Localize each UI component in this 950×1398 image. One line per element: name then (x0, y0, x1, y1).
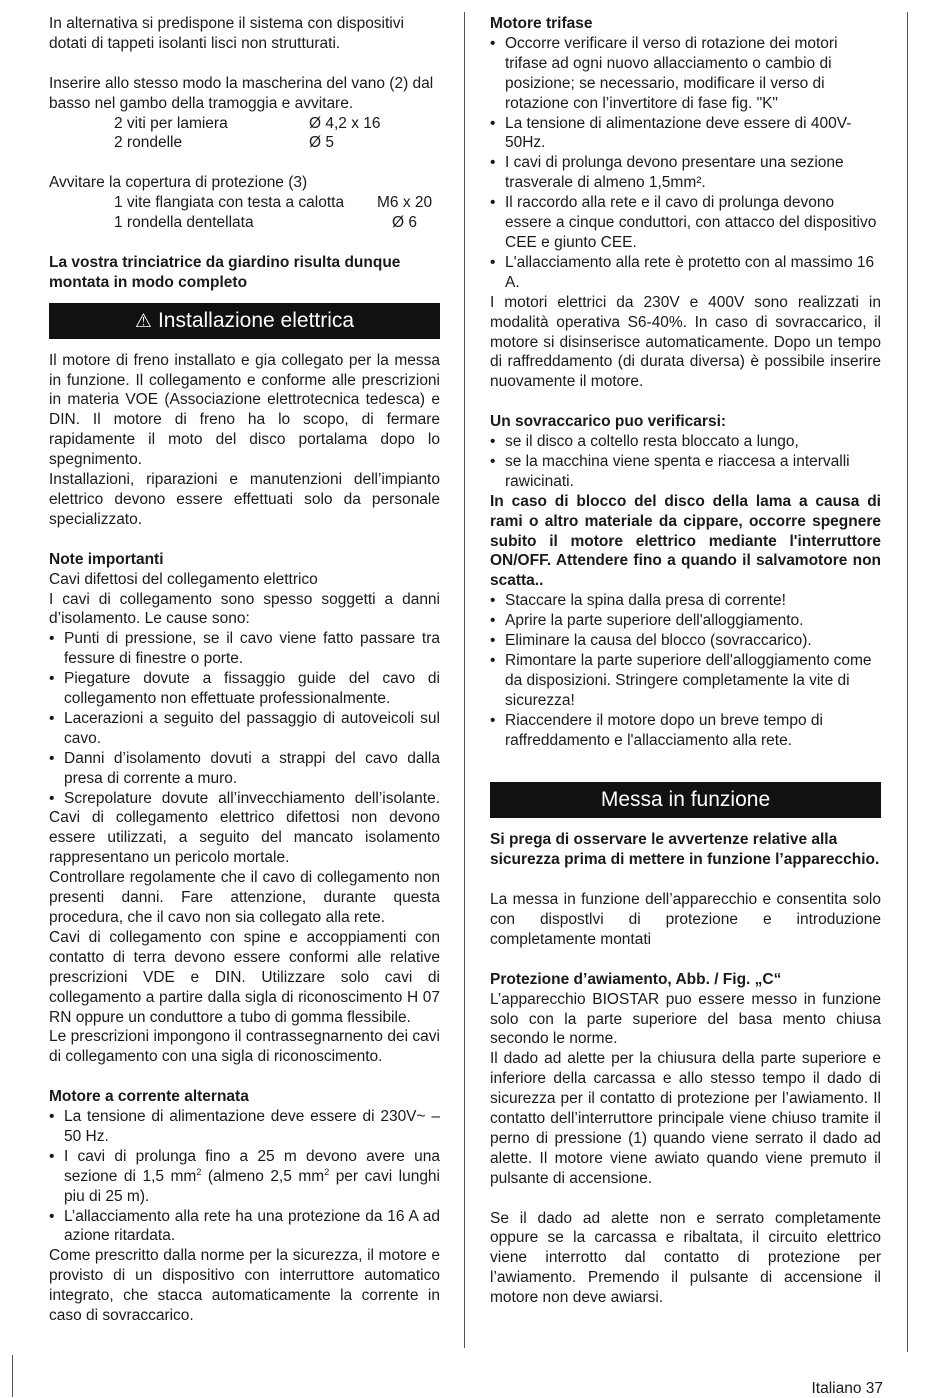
list-item: • Staccare la spina dalla presa di corrente! (490, 591, 881, 611)
banner-title: Messa in funzione (600, 788, 771, 812)
paragraph-cables-damage: I cavi di collegamento sono spesso soggetti a danni d’isolamento. Le cause sono: (49, 590, 440, 628)
warning-triangle-icon: ⚠ (134, 310, 152, 332)
list-item: • Screpolature dovute all’invecchiamento dell’isolante. (49, 789, 440, 809)
paragraph-cables: Cavi difettosi del collegamento elettrico (49, 570, 318, 588)
list-item: • Riaccendere il motore dopo un breve tempo di raffreddamento e l'allacciamento alla rete. (490, 711, 881, 751)
causes-list (49, 629, 440, 808)
spec-row: 1 vite flangiata con testa a calotta M6 x 20 (114, 194, 433, 212)
list-item: • se la macchina viene spenta e riaccesa a intervalli rawicinati. (490, 452, 881, 492)
paragraph-defective: Cavi di collegamento elettrico difettosi non devono essere utilizzati, a seguito del mancato isolamento rappresentano un pericolo mortale. (49, 809, 440, 867)
paragraph-blockage: In caso di blocco del disco della lama a causa di rami o altro materiale da cippare, occorre spegnere subito il motore elettrico mediante l'interruttore ON/OFF. Attendere fino a quando il salvamotore non scatta.. (490, 492, 881, 590)
list-item: • L’allacciamento alla rete ha una protezione da 16 A ad azione ritardata. (49, 1207, 440, 1247)
section-banner-electrical (49, 303, 440, 339)
list-item: • Lacerazioni a seguito del passaggio di autoveicoli sul cavo. (49, 709, 440, 749)
list-item: • La tensione di alimentazione deve essere di 230V~ – 50 Hz. (49, 1107, 440, 1147)
spec-row: 2 rondelle Ø 5 (114, 134, 334, 152)
heading-overload: Un sovraccarico puo verificarsi: (490, 413, 727, 431)
list-item: • Danni d’isolamento dovuti a strappi del cavo dalla presa di corrente a muro. (49, 749, 440, 789)
paragraph-installation: Installazioni, riparazioni e manutenzioni dell’impianto elettrico devono essere effettuati solo da personale specializzato. (49, 471, 440, 528)
banner-title: Installazione elettrica (157, 308, 355, 332)
section-banner-startup (490, 782, 881, 818)
spec-row: 2 viti per lamiera Ø 4,2 x 16 (114, 114, 381, 132)
crop-mark-left (12, 1355, 13, 1397)
steps-list (490, 591, 881, 750)
column-divider (464, 12, 465, 1348)
paragraph-motor: Il motore di freno installato e gia collegato per la messa in funzione. Il collegamento e conforme alle prescrizioni in materia VOE (Associazione elettrotecnica tedesca) e DIN. Il motore di freno ha lo scopo, di fermare rapidamente il moto del disco portalama dopo lo spegnimento. (49, 351, 440, 469)
paragraph-assembled: La vostra trinciatrice da giardino risulta dunque montata in modo completo (49, 253, 401, 291)
page-number: Italiano 37 (811, 1380, 883, 1397)
paragraph-mask: Inserire allo stesso modo la mascherina del vano (2) dal basso nel gambo della tramoggia e avvitare. (49, 74, 434, 112)
paragraph-circuit: Se il dado ad alette non e serrato completamente oppure se la carcassa e ribaltata, il circuito elettrico viene interrotto dal contatto di protezione per l’awiamento. Premendo il pulsante di accensione il motore non deve awiarsi. (490, 1209, 881, 1307)
ac-list (49, 1107, 440, 1246)
overload-list (490, 432, 881, 492)
list-item: • Eliminare la causa del blocco (sovraccarico). (490, 631, 881, 651)
paragraph-check: Controllare regolamente che il cavo di collegamento non presenti danni. Fare attenzione, durante questa procedura, che il cavo non sia collegato alla rete. (49, 869, 440, 926)
right-column (490, 14, 881, 1308)
heading-notes: Note importanti (49, 550, 164, 568)
heading-start-protection: Protezione d’awiamento, Abb. / Fig. „C“ (490, 970, 782, 988)
paragraph-biostar: L’apparecchio BIOSTAR puo essere messo in funzione solo con la parte superiore del basa mento chiusa secondo le norme. (490, 990, 881, 1048)
paragraph-cover: Avvitare la copertura di protezione (3) (49, 174, 308, 192)
heading-ac-motor: Motore a corrente alternata (49, 1088, 249, 1106)
spec-row: 1 rondella dentellata Ø 6 (114, 214, 417, 232)
paragraph-wing-nut: Il dado ad alette per la chiusura della parte superiore e inferiore della carcassa e allo stesso tempo il dado di sicurezza per il contatto di protezione per l’awiamento. Il contatto dell’interruttore principale viene chiuso tramite il perno di pressione (1) quando viene serrato il dado ad alette. Il motore viene awiato quando viene premuto il pulsante di accensione. (490, 1050, 881, 1187)
three-phase-list (490, 34, 881, 293)
paragraph-motors: I motori elettrici da 230V e 400V sono realizzati in modalità operativa S6-40%. In caso di sovraccarico, il motore si disinserisce automaticamente. Dopo un tempo di raffreddamento (di durata diversa) è possibile inserire nuovamente il motore. (490, 293, 881, 391)
paragraph-alternative: In alternativa si predispone il sistema con dispositivi dotati di tappeti isolanti lisci non strutturati. (49, 15, 404, 52)
list-item: • Piegature dovute a fissaggio guide del cavo di collegamento non effettuate professionalmente. (49, 669, 440, 709)
list-item: • L'allacciamento alla rete è protetto con al massimo 16 A. (490, 253, 881, 293)
paragraph-norms: Come prescritto dalla norme per la sicurezza, il motore e provisto di un dispositivo con interruttore automatico integrato, che stacca automaticamente la corrente in caso di sovraccarico. (49, 1247, 440, 1325)
page-edge-rule (907, 12, 908, 1352)
list-item: • Punti di pressione, se il cavo viene fatto passare tra fessure di finestre o porte. (49, 629, 440, 669)
paragraph-regulations: Le prescrizioni impongono il contrassegnarnento dei cavi di collegamento con una sigla di riconoscimento. (49, 1028, 440, 1066)
left-column (49, 14, 440, 1326)
list-item: • Occorre verificare il verso di rotazione dei motori trifase ad ogni nuovo allacciamento o cambio di posizione; se necessario, modificare il verso di rotazione con l’invertitore di fase fig. "K" (490, 34, 881, 114)
paragraph-plugs: Cavi di collegamento con spine e accoppiamenti con contatto di terra devono essere conformi alle relative prescrizioni VDE e DIN. Utilizzare solo cavi di collegamento a partire dalla sigla di riconoscimento H 07 RN oppure un conduttore a tubo di gomma flessibile. (49, 928, 440, 1026)
paragraph-startup: La messa in funzione dell’apparecchio e consentita solo con dispostlvi di protezione e introduzione completamente montati (490, 891, 881, 948)
list-item: • I cavi di prolunga devono presentare una sezione trasverale di almeno 1,5mm². (490, 153, 881, 193)
list-item: • La tensione di alimentazione deve essere di 400V-50Hz. (490, 114, 881, 154)
heading-three-phase: Motore trifase (490, 15, 593, 32)
list-item: • Rimontare la parte superiore dell'alloggiamento come da disposizioni. Stringere completamente la vite di sicurezza! (490, 651, 881, 711)
list-item: • Aprire la parte superiore dell'alloggiamento. (490, 611, 881, 631)
list-item: • Il raccordo alla rete e il cavo di prolunga devono essere a cinque conduttori, con attacco del dispositivo CEE e giunto CEE. (490, 193, 881, 253)
list-item: • se il disco a coltello resta bloccato a lungo, (490, 432, 881, 452)
paragraph-safety-warning: Si prega di osservare le avvertenze relative alla sicurezza prima di mettere in funzione l’apparecchio. (490, 831, 880, 869)
list-item: • I cavi di prolunga fino a 25 m devono avere una sezione di 1,5 $mm^2$ (almeno 2,5 $mm^2$ per cavi lunghi piu di 25 m). (49, 1147, 440, 1207)
